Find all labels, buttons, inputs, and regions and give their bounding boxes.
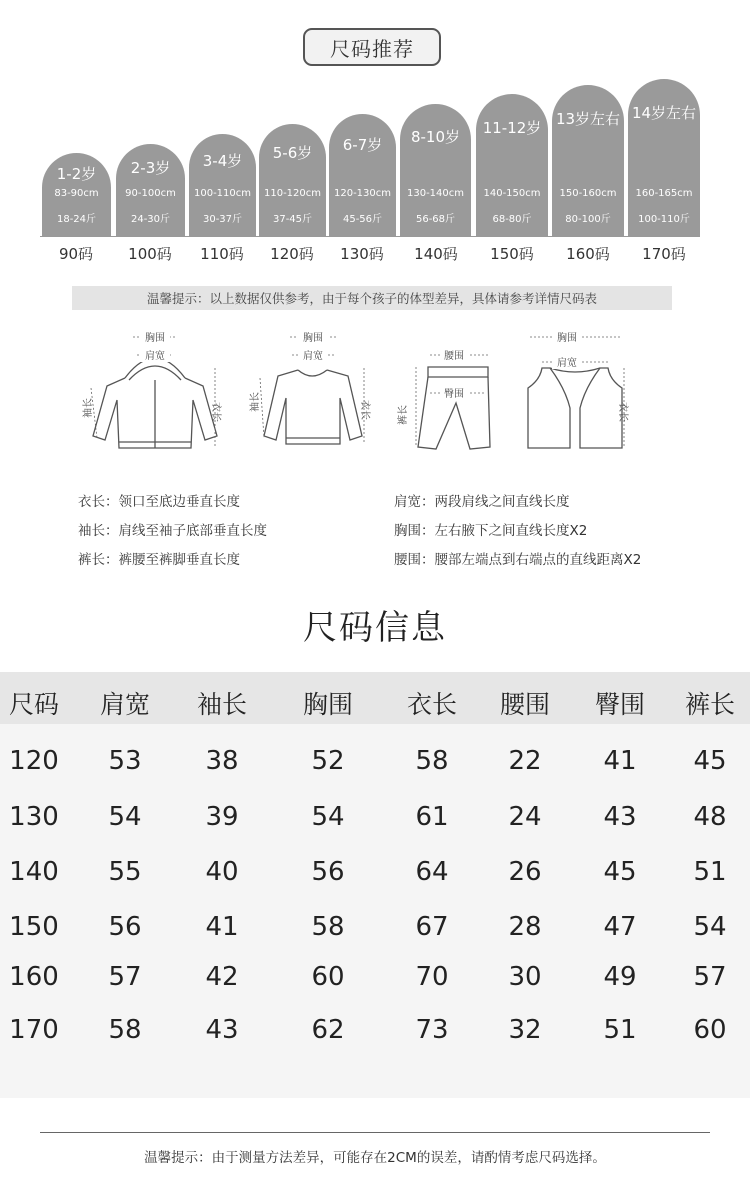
- weight-range: 37-45斤: [272, 214, 313, 225]
- weight-range: 30-37斤: [202, 214, 243, 225]
- table-cell-hip: 45: [603, 857, 637, 887]
- table-header-waist: 腰围: [499, 690, 550, 719]
- table-cell-size: 170: [9, 1015, 59, 1045]
- size-info-title: 尺码信息: [303, 608, 447, 648]
- vest-illustration: [520, 328, 630, 453]
- height-range: 160-165cm: [635, 188, 693, 199]
- table-cell-length: 67: [415, 912, 449, 942]
- age-label: 14岁左右: [631, 104, 697, 122]
- table-cell-size: 140: [9, 857, 59, 887]
- table-cell-waist: 22: [508, 746, 542, 776]
- table-cell-hip: 41: [603, 746, 637, 776]
- def-waist: 腰围：腰部左端点到右端点的直线距离X2: [394, 552, 642, 568]
- table-cell-length: 58: [415, 746, 449, 776]
- weight-range: 80-100斤: [565, 214, 611, 225]
- table-cell-length: 61: [415, 802, 449, 832]
- height-range: 110-120cm: [263, 188, 322, 199]
- table-cell-size: 120: [9, 746, 59, 776]
- weight-range: 18-24斤: [56, 214, 97, 225]
- age-label: 2-3岁: [130, 159, 171, 177]
- size-card-90: [42, 153, 111, 236]
- height-range: 130-140cm: [406, 188, 465, 199]
- chest-label: 胸围: [303, 333, 323, 344]
- size-label-150: 150码: [490, 245, 534, 263]
- size-card-120: [259, 124, 326, 236]
- table-cell-chest: 56: [311, 857, 345, 887]
- length-label: 衣长: [617, 402, 628, 422]
- footer-divider: [40, 1132, 710, 1133]
- size-label-120: 120码: [270, 245, 314, 263]
- hip-label: 臀围: [444, 389, 464, 400]
- size-label-160: 160码: [566, 245, 610, 263]
- sweatshirt-illustration: [250, 328, 375, 453]
- shoulder-label: 肩宽: [145, 351, 165, 362]
- table-cell-sleeve: 43: [205, 1015, 239, 1045]
- table-header-length: 衣长: [406, 690, 457, 719]
- height-range: 140-150cm: [483, 188, 541, 199]
- table-cell-pants: 54: [693, 912, 727, 942]
- age-label: 11-12岁: [482, 119, 542, 137]
- table-cell-length: 64: [415, 857, 449, 887]
- size-card-150: [476, 94, 548, 236]
- table-cell-hip: 47: [603, 912, 637, 942]
- size-label-90: 90码: [58, 245, 94, 263]
- age-label: 5-6岁: [272, 144, 313, 162]
- size-card-110: [189, 134, 256, 236]
- table-cell-pants: 60: [693, 1015, 727, 1045]
- table-cell-size: 160: [9, 962, 59, 992]
- table-cell-chest: 52: [311, 746, 345, 776]
- table-cell-sleeve: 38: [205, 746, 239, 776]
- height-range: 90-100cm: [125, 188, 176, 199]
- table-cell-sleeve: 41: [205, 912, 239, 942]
- weight-range: 45-56斤: [342, 214, 383, 225]
- age-label: 6-7岁: [342, 136, 383, 154]
- size-card-140: [400, 104, 471, 236]
- length-label: 衣长: [359, 400, 370, 420]
- age-label: 3-4岁: [202, 152, 243, 170]
- table-cell-pants: 48: [693, 802, 727, 832]
- table-cell-length: 73: [415, 1015, 449, 1045]
- table-cell-size: 130: [9, 802, 59, 832]
- shoulder-label: 肩宽: [557, 358, 577, 369]
- height-range: 150-160cm: [559, 188, 617, 199]
- pants-illustration: [400, 343, 500, 453]
- table-cell-shoulder: 56: [108, 912, 142, 942]
- table-cell-chest: 62: [311, 1015, 345, 1045]
- table-header-shoulder: 肩宽: [99, 690, 150, 719]
- size-card-160: [552, 85, 624, 236]
- age-label: 8-10岁: [410, 128, 461, 146]
- table-cell-chest: 54: [311, 802, 345, 832]
- sleeve-label: 袖长: [83, 398, 94, 418]
- table-header-size: 尺码: [8, 690, 59, 719]
- table-cell-waist: 32: [508, 1015, 542, 1045]
- table-cell-sleeve: 39: [205, 802, 239, 832]
- table-cell-waist: 28: [508, 912, 542, 942]
- def-shoulder: 肩宽：两段肩线之间直线长度: [394, 494, 570, 510]
- length-label: 衣长: [210, 402, 221, 422]
- age-label: 1-2岁: [56, 165, 97, 183]
- pants-length-label: 裤长: [398, 405, 409, 425]
- vest-figure: [520, 328, 630, 453]
- table-cell-shoulder: 58: [108, 1015, 142, 1045]
- table-cell-length: 70: [415, 962, 449, 992]
- table-cell-sleeve: 40: [205, 857, 239, 887]
- table-cell-pants: 57: [693, 962, 727, 992]
- size-label-110: 110码: [200, 245, 244, 263]
- table-cell-waist: 24: [508, 802, 542, 832]
- weight-range: 24-30斤: [130, 214, 171, 225]
- table-cell-waist: 26: [508, 857, 542, 887]
- def-pants: 裤长：裤腰至裤脚垂直长度: [78, 552, 240, 568]
- age-label: 13岁左右: [555, 110, 621, 128]
- table-cell-hip: 43: [603, 802, 637, 832]
- measurement-tip: 温馨提示：由于测量方法差异，可能存在2CM的误差，请酌情考虑尺码选择。: [144, 1150, 606, 1166]
- table-cell-waist: 30: [508, 962, 542, 992]
- size-recommend-badge: 尺码推荐: [303, 28, 441, 66]
- size-tip-banner: 温馨提示：以上数据仅供参考，由于每个孩子的体型差异，具体请参考详情尺码表: [72, 286, 672, 310]
- table-cell-shoulder: 55: [108, 857, 142, 887]
- table-cell-shoulder: 54: [108, 802, 142, 832]
- table-header-pants: 裤长: [684, 690, 735, 719]
- table-header-hip: 臀围: [594, 690, 645, 719]
- table-cell-chest: 60: [311, 962, 345, 992]
- pants-figure: [400, 343, 500, 453]
- table-header-chest: 胸围: [302, 690, 353, 719]
- height-range: 100-110cm: [193, 188, 252, 199]
- chest-label: 胸围: [557, 333, 577, 344]
- height-range: 120-130cm: [333, 188, 392, 199]
- chest-label: 胸围: [145, 333, 165, 344]
- weight-range: 68-80斤: [492, 214, 532, 225]
- size-label-130: 130码: [340, 245, 384, 263]
- size-card-100: [116, 144, 185, 236]
- def-length: 衣长：领口至底边垂直长度: [78, 494, 240, 510]
- jacket-illustration: [85, 328, 225, 458]
- table-cell-chest: 58: [311, 912, 345, 942]
- height-range: 83-90cm: [54, 188, 99, 199]
- chart-baseline: [40, 236, 700, 237]
- size-card-130: [329, 114, 396, 236]
- table-cell-pants: 51: [693, 857, 727, 887]
- weight-range: 100-110斤: [638, 214, 690, 225]
- table-cell-hip: 49: [603, 962, 637, 992]
- table-cell-pants: 45: [693, 746, 727, 776]
- shoulder-label: 肩宽: [303, 351, 323, 362]
- table-header-sleeve: 袖长: [196, 690, 247, 719]
- table-cell-hip: 51: [603, 1015, 637, 1045]
- size-label-170: 170码: [642, 245, 686, 263]
- table-cell-size: 150: [9, 912, 59, 942]
- size-label-100: 100码: [128, 245, 172, 263]
- table-cell-sleeve: 42: [205, 962, 239, 992]
- size-card-170: [628, 79, 700, 236]
- sleeve-label: 袖长: [250, 392, 261, 412]
- waist-label: 腰围: [444, 351, 464, 362]
- table-cell-shoulder: 53: [108, 746, 142, 776]
- size-label-140: 140码: [414, 245, 458, 263]
- sweatshirt-figure: [250, 328, 375, 453]
- table-cell-shoulder: 57: [108, 962, 142, 992]
- jacket-figure: [85, 328, 225, 458]
- weight-range: 56-68斤: [415, 214, 456, 225]
- def-sleeve: 袖长：肩线至袖子底部垂直长度: [78, 523, 267, 539]
- def-chest: 胸围：左右腋下之间直线长度X2: [394, 523, 588, 539]
